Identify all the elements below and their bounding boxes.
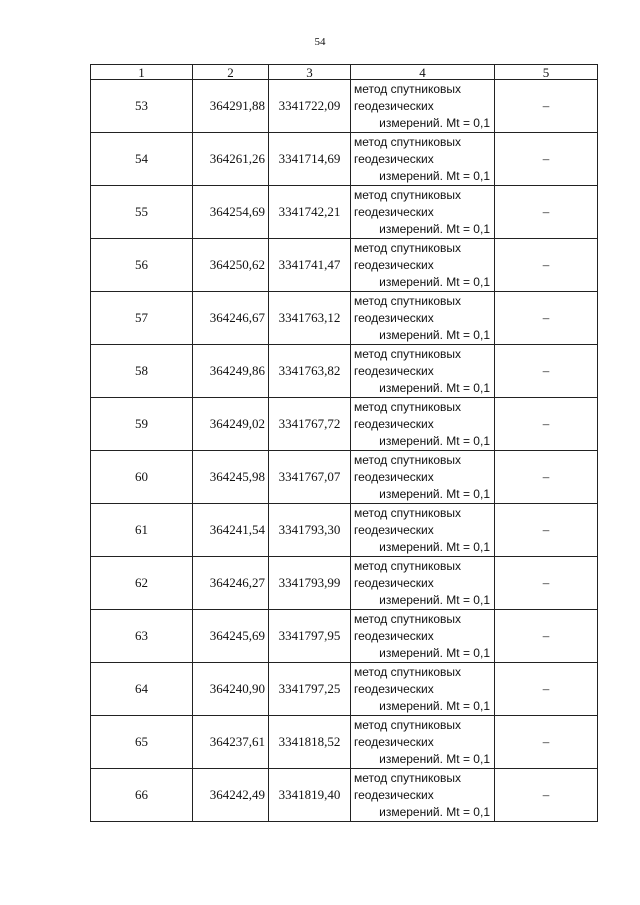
method-cell xyxy=(351,663,495,716)
point-number-cell: 63 xyxy=(91,610,193,663)
method-line: измерений. Mt = 0,1 xyxy=(379,380,490,395)
y-coordinate-cell: 3341714,69 xyxy=(269,133,351,186)
note-cell: – xyxy=(495,398,598,451)
method-line: метод спутниковых xyxy=(354,187,462,202)
method-cell xyxy=(351,239,495,292)
method-line: измерений. Mt = 0,1 xyxy=(379,698,490,713)
x-coordinate-cell: 364249,02 xyxy=(193,398,269,451)
table-row xyxy=(91,451,598,504)
y-coordinate-cell: 3341793,30 xyxy=(269,504,351,557)
table-row xyxy=(91,769,598,822)
method-cell xyxy=(351,186,495,239)
method-line: измерений. Mt = 0,1 xyxy=(379,486,490,501)
method-line: геодезических xyxy=(354,98,434,113)
table-row xyxy=(91,133,598,186)
point-number-cell: 66 xyxy=(91,769,193,822)
note-cell: – xyxy=(495,133,598,186)
method-line: метод спутниковых xyxy=(354,346,462,361)
note-cell: – xyxy=(495,239,598,292)
method-line: метод спутниковых xyxy=(354,717,462,732)
x-coordinate-cell: 364237,61 xyxy=(193,716,269,769)
method-line: геодезических xyxy=(354,469,434,484)
method-line: геодезических xyxy=(354,363,434,378)
method-line: геодезических xyxy=(354,310,434,325)
y-coordinate-cell: 3341819,40 xyxy=(269,769,351,822)
method-cell xyxy=(351,557,495,610)
method-line: геодезических xyxy=(354,787,434,802)
x-coordinate-cell: 364245,98 xyxy=(193,451,269,504)
method-line: метод спутниковых xyxy=(354,505,462,520)
table-row xyxy=(91,557,598,610)
method-cell xyxy=(351,716,495,769)
note-cell: – xyxy=(495,716,598,769)
column-header: 1 xyxy=(91,65,193,80)
method-line: геодезических xyxy=(354,151,434,166)
table-row xyxy=(91,610,598,663)
method-line: геодезических xyxy=(354,522,434,537)
method-line: метод спутниковых xyxy=(354,558,462,573)
method-line: метод спутниковых xyxy=(354,452,462,467)
method-line: геодезических xyxy=(354,257,434,272)
method-line: метод спутниковых xyxy=(354,134,462,149)
method-line: геодезических xyxy=(354,204,434,219)
y-coordinate-cell: 3341797,95 xyxy=(269,610,351,663)
method-cell xyxy=(351,451,495,504)
x-coordinate-cell: 364240,90 xyxy=(193,663,269,716)
point-number-cell: 64 xyxy=(91,663,193,716)
note-cell: – xyxy=(495,504,598,557)
x-coordinate-cell: 364242,49 xyxy=(193,769,269,822)
point-number-cell: 58 xyxy=(91,345,193,398)
x-coordinate-cell: 364254,69 xyxy=(193,186,269,239)
method-line: измерений. Mt = 0,1 xyxy=(379,645,490,660)
table-row xyxy=(91,504,598,557)
point-number-cell: 56 xyxy=(91,239,193,292)
point-number-cell: 55 xyxy=(91,186,193,239)
table-row xyxy=(91,345,598,398)
y-coordinate-cell: 3341818,52 xyxy=(269,716,351,769)
method-line: измерений. Mt = 0,1 xyxy=(379,804,490,819)
x-coordinate-cell: 364246,67 xyxy=(193,292,269,345)
point-number-cell: 54 xyxy=(91,133,193,186)
table-row xyxy=(91,239,598,292)
y-coordinate-cell: 3341767,72 xyxy=(269,398,351,451)
point-number-cell: 53 xyxy=(91,80,193,133)
method-line: измерений. Mt = 0,1 xyxy=(379,539,490,554)
method-cell xyxy=(351,504,495,557)
x-coordinate-cell: 364291,88 xyxy=(193,80,269,133)
note-cell: – xyxy=(495,769,598,822)
table-header-row xyxy=(91,65,598,80)
note-cell: – xyxy=(495,610,598,663)
y-coordinate-cell: 3341722,09 xyxy=(269,80,351,133)
method-cell xyxy=(351,133,495,186)
method-line: метод спутниковых xyxy=(354,81,462,96)
y-coordinate-cell: 3341742,21 xyxy=(269,186,351,239)
method-line: измерений. Mt = 0,1 xyxy=(379,221,490,236)
note-cell: – xyxy=(495,557,598,610)
note-cell: – xyxy=(495,292,598,345)
y-coordinate-cell: 3341763,12 xyxy=(269,292,351,345)
method-cell xyxy=(351,398,495,451)
x-coordinate-cell: 364261,26 xyxy=(193,133,269,186)
note-cell: – xyxy=(495,345,598,398)
table-row xyxy=(91,186,598,239)
x-coordinate-cell: 364250,62 xyxy=(193,239,269,292)
point-number-cell: 57 xyxy=(91,292,193,345)
method-line: измерений. Mt = 0,1 xyxy=(379,274,490,289)
column-header: 4 xyxy=(351,65,495,80)
y-coordinate-cell: 3341793,99 xyxy=(269,557,351,610)
method-line: геодезических xyxy=(354,681,434,696)
y-coordinate-cell: 3341763,82 xyxy=(269,345,351,398)
coordinates-table xyxy=(90,64,598,822)
point-number-cell: 62 xyxy=(91,557,193,610)
method-line: метод спутниковых xyxy=(354,293,462,308)
method-line: метод спутниковых xyxy=(354,770,462,785)
point-number-cell: 60 xyxy=(91,451,193,504)
table-row xyxy=(91,292,598,345)
method-line: измерений. Mt = 0,1 xyxy=(379,592,490,607)
method-line: геодезических xyxy=(354,628,434,643)
method-cell xyxy=(351,345,495,398)
note-cell: – xyxy=(495,663,598,716)
x-coordinate-cell: 364245,69 xyxy=(193,610,269,663)
column-header: 3 xyxy=(269,65,351,80)
method-line: метод спутниковых xyxy=(354,399,462,414)
method-cell xyxy=(351,292,495,345)
method-line: метод спутниковых xyxy=(354,240,462,255)
x-coordinate-cell: 364246,27 xyxy=(193,557,269,610)
point-number-cell: 61 xyxy=(91,504,193,557)
x-coordinate-cell: 364241,54 xyxy=(193,504,269,557)
table-row xyxy=(91,398,598,451)
method-line: геодезических xyxy=(354,734,434,749)
note-cell: – xyxy=(495,80,598,133)
table-row xyxy=(91,663,598,716)
method-line: геодезических xyxy=(354,416,434,431)
table-row xyxy=(91,80,598,133)
x-coordinate-cell: 364249,86 xyxy=(193,345,269,398)
table-row xyxy=(91,716,598,769)
point-number-cell: 59 xyxy=(91,398,193,451)
method-line: измерений. Mt = 0,1 xyxy=(379,115,490,130)
page-number: 54 xyxy=(314,36,326,48)
method-line: измерений. Mt = 0,1 xyxy=(379,327,490,342)
y-coordinate-cell: 3341797,25 xyxy=(269,663,351,716)
column-header: 5 xyxy=(495,65,598,80)
note-cell: – xyxy=(495,186,598,239)
method-line: метод спутниковых xyxy=(354,611,462,626)
method-line: метод спутниковых xyxy=(354,664,462,679)
method-cell xyxy=(351,80,495,133)
method-line: измерений. Mt = 0,1 xyxy=(379,433,490,448)
method-line: измерений. Mt = 0,1 xyxy=(379,751,490,766)
note-cell: – xyxy=(495,451,598,504)
column-header: 2 xyxy=(193,65,269,80)
method-line: измерений. Mt = 0,1 xyxy=(379,168,490,183)
y-coordinate-cell: 3341741,47 xyxy=(269,239,351,292)
method-cell xyxy=(351,769,495,822)
y-coordinate-cell: 3341767,07 xyxy=(269,451,351,504)
method-cell xyxy=(351,610,495,663)
method-line: геодезических xyxy=(354,575,434,590)
point-number-cell: 65 xyxy=(91,716,193,769)
